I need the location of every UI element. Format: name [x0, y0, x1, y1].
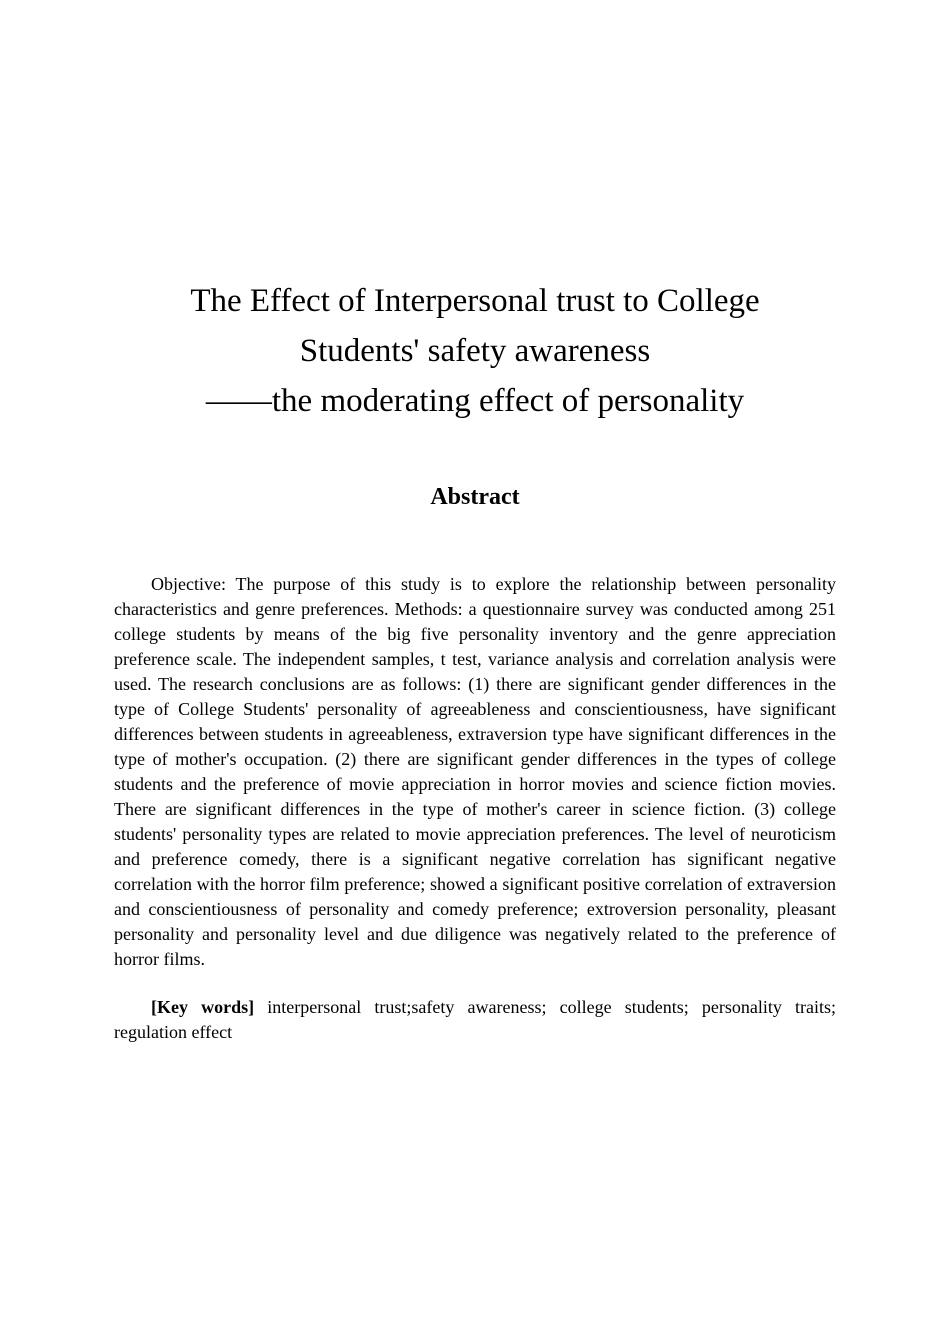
subtitle-line: ——the moderating effect of personality	[205, 383, 745, 419]
abstract-heading: Abstract	[430, 484, 520, 510]
title-line-2: Students' safety awareness	[299, 333, 651, 369]
abstract-body: Objective: The purpose of this study is to explore the relationship between personality characteristics and genre preferences. Methods: a questionnaire survey was conducted among 251 college students by means of the big five personality inventory and the genre appreciation preference scale. The independent samples, t test, variance analysis and correlation analysis were used. The research conclusions are as follows: (1) there are significant gender differences in the type of College Students' personality of agreeableness and conscientiousness, have significant differences between students in agreeableness, extraversion type have significant differences in the type of mother's occupation. (2) there are significant gender differences in the types of college students and the preference of movie appreciation in horror movies and science fiction movies. There are significant differences in the type of mother's career in science fiction. (3) college students' personality types are related to movie appreciation preferences. The level of neuroticism and preference comedy, there is a significant negative correlation has significant negative correlation with the horror film preference; showed a significant positive correlation of extraversion and conscientiousness of personality and comedy preference; extroversion personality, pleasant personality and personality level and due diligence was negatively related to the preference of horror films.	[114, 574, 836, 969]
title-line-1: The Effect of Interpersonal trust to College	[190, 283, 760, 319]
keywords-text: interpersonal trust;safety awareness; college students; personality traits; regulation effect	[114, 997, 837, 1042]
keywords-paragraph	[114, 995, 836, 1045]
paper-title	[0, 276, 950, 426]
keywords-label: [Key words]	[151, 997, 255, 1017]
